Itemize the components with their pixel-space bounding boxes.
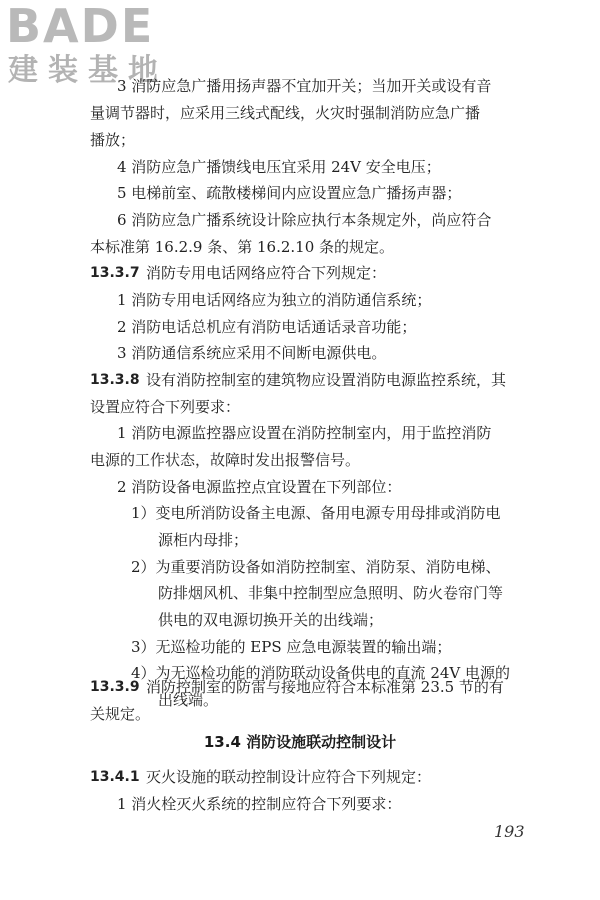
text-line: 出线端。 [158,691,219,709]
section-heading: 13.4 消防设施联动控制设计 [203,733,397,751]
text-line: 源柜内母排； [158,531,249,549]
text-line: 3）无巡检功能的 EPS 应急电源装置的输出端； [131,638,452,656]
text-line: 量调节器时，应采用三线式配线，火灾时强制消防应急广播 [90,104,481,122]
text-line: 1 消防专用电话网络应为独立的消防通信系统； [117,291,432,309]
text-line: 1 消防电源监控器应设置在消防控制室内，用于监控消防 [117,424,492,442]
text-line: 灭火设施的联动控制设计应符合下列规定： [146,768,432,786]
page-number: 193 [494,822,525,841]
logo-subtitle: 建装基地 [8,53,168,88]
text-line: 3 消防应急广播用扬声器不宜加开关；当加开关或设有音 [117,77,492,95]
text-line: 4）为无巡检功能的消防联动设备供电的直流 24V 电源的 [131,664,511,682]
clause-number: 13.3.7 [90,265,140,281]
text-line: 2 消防设备电源监控点宜设置在下列部位： [117,478,402,496]
text-line: 1 消火栓灭火系统的控制应符合下列要求： [117,795,402,813]
text-line: 设置应符合下列要求： [90,398,241,416]
text-line: 本标准第 16.2.9 条、第 16.2.10 条的规定。 [90,238,395,256]
text-line: 播放； [90,131,136,149]
logo-brand: BADE [6,0,155,53]
text-line: 6 消防应急广播系统设计除应执行本条规定外，尚应符合 [117,211,492,229]
text-line: 5 电梯前室、疏散楼梯间内应设置应急广播扬声器； [117,184,462,202]
text-line: 供电的双电源切换开关的出线端； [158,611,384,629]
text-line: 防排烟风机、非集中控制型应急照明、防火卷帘门等 [158,584,504,602]
text-line: 设有消防控制室的建筑物应设置消防电源监控系统，其 [146,371,507,389]
text-line: 消防专用电话网络应符合下列规定： [146,264,387,282]
text-line: 2 消防电话总机应有消防电话通话录音功能； [117,318,417,336]
text-line: 3 消防通信系统应采用不间断电源供电。 [117,344,387,362]
text-line: 电源的工作状态，故障时发出报警信号。 [90,451,361,469]
text-line: 2）为重要消防设备如消防控制室、消防泵、消防电梯、 [131,558,501,576]
text-line: 消防控制室的防雷与接地应符合本标准第 23.5 节的有 [146,678,504,696]
clause-number: 13.4.1 [90,769,140,785]
clause-number: 13.3.8 [90,372,140,388]
text-line: 1）变电所消防设备主电源、备用电源专用母排或消防电 [131,504,501,522]
text-line: 关规定。 [90,705,151,723]
text-line: 4 消防应急广播馈线电压宜采用 24V 安全电压； [117,158,441,176]
clause-number: 13.3.9 [90,679,140,695]
